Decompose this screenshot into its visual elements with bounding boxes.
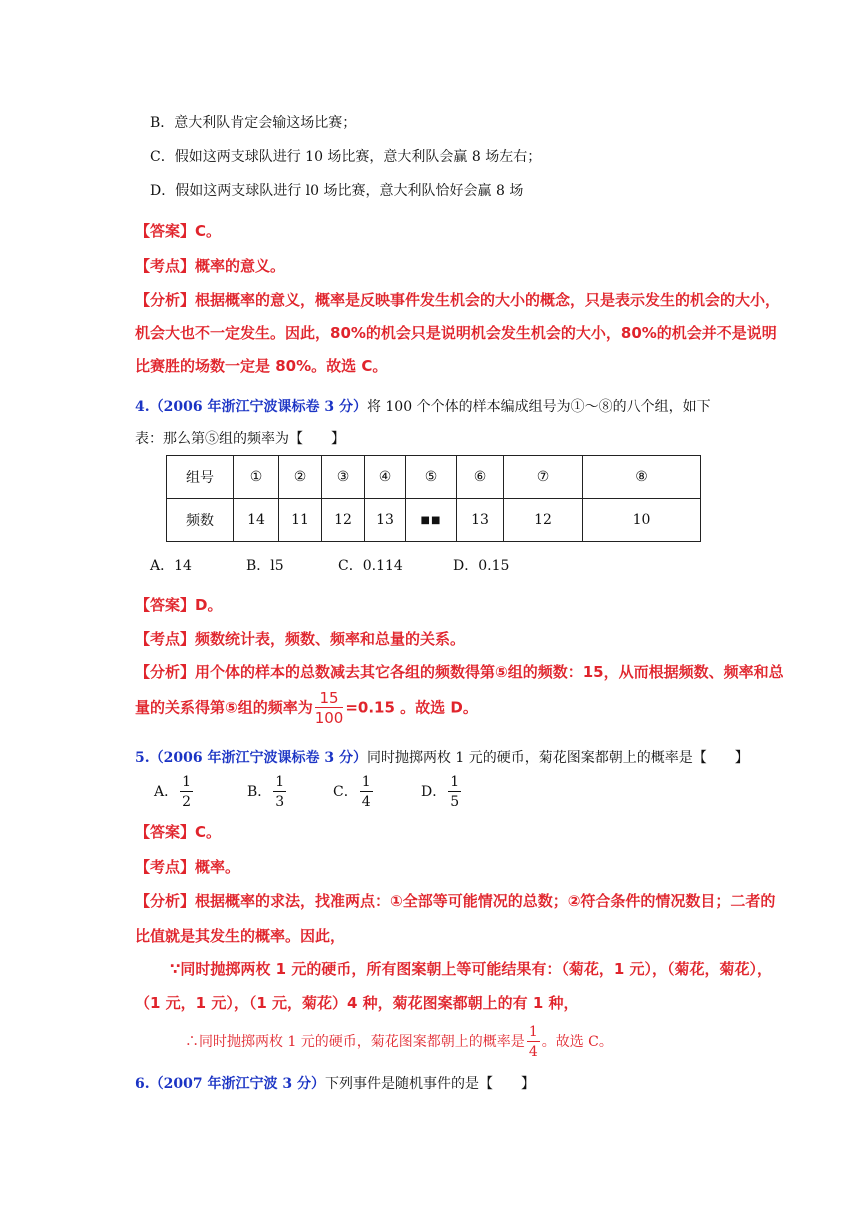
option-label: B．	[247, 784, 272, 800]
fraction	[180, 774, 193, 810]
q5-answer	[135, 821, 221, 842]
option-label: D．	[421, 784, 447, 800]
conclusion-text: ∴同时抛掷两枚 1 元的硬币，菊花图案都朝上的概率是	[185, 1034, 525, 1050]
analysis-label: 【分析】	[135, 291, 196, 309]
q5-conclusion	[185, 1024, 613, 1060]
question-number: 6.	[135, 1076, 150, 1092]
q5-stem	[135, 747, 749, 767]
question-text: 下列事件是随机事件的是【 】	[324, 1076, 535, 1092]
q3-analysis-line-1	[135, 289, 780, 310]
option-label: C．	[333, 784, 358, 800]
analysis-text: 根据概率的求法，找准两点：①全部等可能情况的总数；②符合条件的情况数目；二者的	[195, 892, 776, 910]
table-cell: ③	[322, 456, 365, 499]
question-source: （2006 年浙江宁波课标卷 3 分）	[149, 399, 367, 415]
answer-value: C。	[195, 222, 222, 240]
analysis-text: =0.15 。故选 D。	[345, 698, 478, 717]
analysis-text: 量的关系得第⑤组的频率为	[135, 698, 313, 717]
q5-option-b	[247, 774, 288, 810]
table-cell: ⑧	[583, 456, 701, 499]
fraction-denominator: 2	[182, 794, 192, 810]
table-cell: ⑤	[406, 456, 457, 499]
q4-option-b: B．l5	[246, 558, 284, 574]
fraction	[315, 690, 344, 726]
table-cell: ④	[365, 456, 406, 499]
point-value: 频数统计表，频数、频率和总量的关系。	[195, 630, 466, 648]
q3-option-d: D．假如这两支球队进行 l0 场比赛，意大利队恰好会赢 8 场	[150, 183, 524, 199]
q4-option-a: A．14	[150, 558, 192, 574]
question-source: （2006 年浙江宁波课标卷 3 分）	[149, 750, 367, 766]
q5-point	[135, 856, 240, 877]
q5-analysis-line-4: （1 元，1 元），（1 元，菊花）4 种，菊花图案都朝上的有 1 种，	[135, 994, 579, 1012]
q4-point	[135, 628, 465, 649]
fraction-denominator: 100	[314, 709, 344, 727]
analysis-text: 根据概率的意义，概率是反映事件发生机会的大小的概念，只是表示发生的机会的大小，	[195, 291, 781, 309]
q3-option-b: B．意大利队肯定会输这场比赛；	[150, 115, 357, 131]
q5-analysis-line-1	[135, 890, 775, 911]
table-cell: 11	[279, 499, 322, 542]
answer-label: 【答案】	[135, 222, 196, 240]
table-cell: 13	[365, 499, 406, 542]
fraction-denominator: 4	[528, 1044, 538, 1060]
table-header-frequency: 频数	[167, 499, 234, 542]
point-value: 概率。	[195, 858, 241, 876]
table-cell: 12	[322, 499, 365, 542]
q3-point	[135, 255, 285, 276]
question-number: 4.	[135, 399, 150, 415]
q5-option-c	[333, 774, 375, 810]
q3-answer	[135, 220, 221, 241]
fraction-numerator: 1	[361, 774, 371, 790]
table-cell: 14	[234, 499, 279, 542]
table-row	[167, 499, 701, 542]
fraction	[273, 774, 286, 810]
fraction-numerator: 1	[182, 774, 192, 790]
q5-option-d	[421, 774, 463, 810]
analysis-label: 【分析】	[135, 892, 196, 910]
table-row	[167, 456, 701, 499]
table-cell: ⑥	[457, 456, 504, 499]
q3-analysis-line-2: 机会大也不一定发生。因此，80%的机会只是说明机会发生机会的大小，80%的机会并不是说明	[135, 324, 777, 342]
question-source: （2007 年浙江宁波 3 分）	[149, 1076, 325, 1092]
q5-analysis-line-3: ∵同时抛掷两枚 1 元的硬币，所有图案朝上等可能结果有：（菊花，1 元），（菊花，菊花），	[170, 960, 772, 978]
answer-value: C。	[195, 823, 222, 841]
table-cell: ①	[234, 456, 279, 499]
table-cell: ②	[279, 456, 322, 499]
fraction-numerator: 1	[528, 1024, 538, 1040]
analysis-label: 【分析】	[135, 663, 196, 681]
fraction	[360, 774, 373, 810]
question-text: 将 100 个个体的样本编成组号为①～⑧的八个组，如下	[366, 399, 711, 415]
table-cell: 12	[504, 499, 583, 542]
q4-analysis-line-2	[135, 690, 478, 726]
table-cell: 13	[457, 499, 504, 542]
fraction-denominator: 5	[450, 794, 460, 810]
analysis-text: 用个体的样本的总数减去其它各组的频数得第⑤组的频数：15，从而根据频数、频率和总	[195, 663, 784, 681]
q5-analysis-line-2: 比值就是其发生的概率。因此，	[135, 927, 346, 945]
fraction-denominator: 3	[275, 794, 285, 810]
fraction-numerator: 15	[315, 690, 344, 708]
fraction	[448, 774, 461, 810]
answer-label: 【答案】	[135, 596, 196, 614]
point-label: 【考点】	[135, 858, 196, 876]
q4-option-d: D．0.15	[453, 558, 510, 574]
fraction-numerator: 1	[450, 774, 460, 790]
q4-option-c: C．0.114	[338, 558, 403, 574]
q4-analysis-line-1	[135, 661, 784, 682]
fraction-denominator: 4	[361, 794, 371, 810]
question-text: 同时抛掷两枚 1 元的硬币，菊花图案都朝上的概率是【 】	[366, 750, 749, 766]
q4-answer	[135, 594, 222, 615]
q3-option-c: C．假如这两支球队进行 10 场比赛，意大利队会赢 8 场左右；	[150, 149, 542, 165]
point-label: 【考点】	[135, 257, 196, 275]
table-cell-hidden: ■■	[406, 499, 457, 542]
point-value: 概率的意义。	[195, 257, 286, 275]
point-label: 【考点】	[135, 630, 196, 648]
frequency-table	[166, 455, 701, 542]
q6-stem	[135, 1073, 535, 1093]
option-label: A．	[154, 784, 179, 800]
conclusion-text: 。故选 C。	[541, 1034, 613, 1050]
question-number: 5.	[135, 750, 150, 766]
table-cell: 10	[583, 499, 701, 542]
answer-label: 【答案】	[135, 823, 196, 841]
q3-analysis-line-3: 比赛胜的场数一定是 80%。故选 C。	[135, 357, 388, 375]
table-cell: ⑦	[504, 456, 583, 499]
q4-stem-line-2: 表：那么第⑤组的频率为【 】	[135, 431, 345, 447]
fraction	[527, 1024, 540, 1060]
fraction-numerator: 1	[275, 774, 285, 790]
q5-option-a	[154, 774, 195, 810]
answer-value: D。	[195, 596, 223, 614]
table-header-group: 组号	[167, 456, 234, 499]
q4-stem-line-1	[135, 396, 711, 416]
